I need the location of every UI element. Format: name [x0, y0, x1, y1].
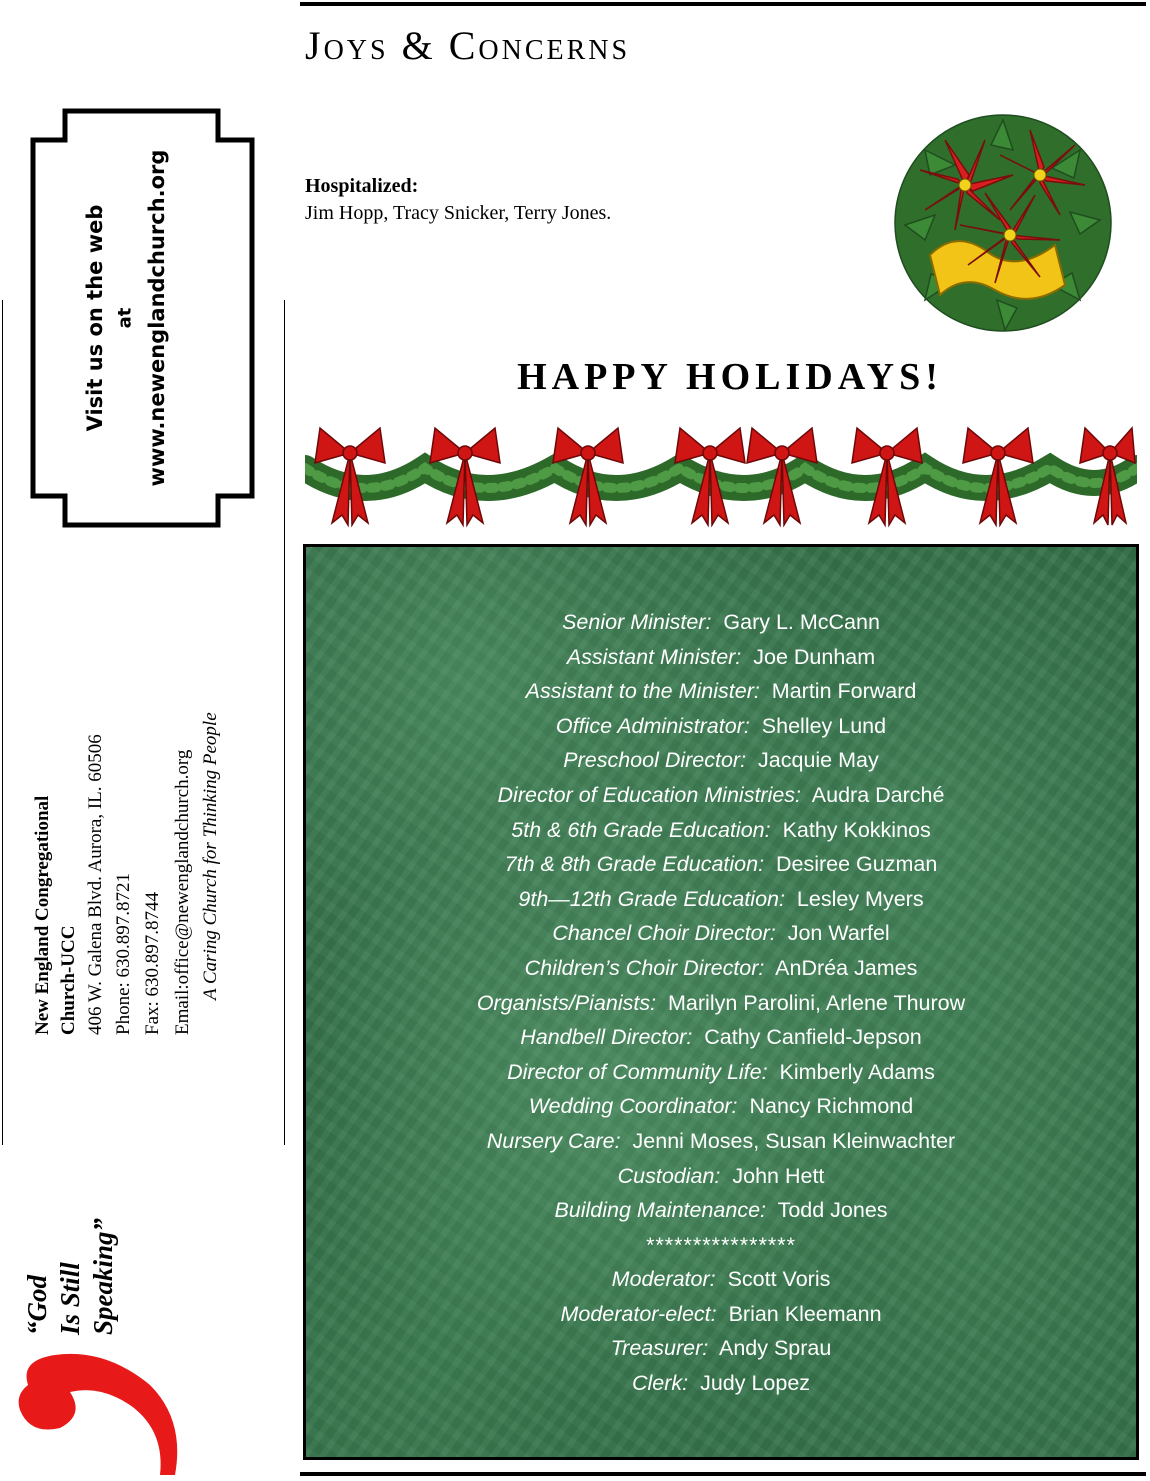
staff-role: Children’s Choir Director: — [524, 955, 765, 980]
church-tagline: A Caring Church for Thinking People — [200, 712, 221, 1000]
staff-directory-panel — [303, 544, 1139, 1460]
church-phone: Phone: 630.897.8721 — [113, 872, 134, 1035]
separator-line: **************** — [646, 1232, 796, 1257]
staff-line — [306, 640, 1136, 675]
staff-role: Nursery Care: — [486, 1128, 621, 1153]
staff-line — [306, 1124, 1136, 1159]
staff-line — [306, 674, 1136, 709]
staff-name: Joe Dunham — [753, 644, 876, 669]
staff-role: Building Maintenance: — [554, 1198, 767, 1223]
officer-role: Moderator: — [611, 1267, 716, 1292]
staff-name: Shelley Lund — [761, 713, 887, 738]
website-at-text: at — [114, 307, 136, 329]
website-frame — [30, 108, 256, 528]
staff-role: Director of Education Ministries: — [497, 782, 802, 807]
staff-name: Gary L. McCann — [723, 610, 880, 634]
staff-line — [306, 1089, 1136, 1124]
staff-name: AnDréa James — [775, 955, 918, 980]
website-url-link[interactable]: www.newenglandchurch.org — [145, 149, 169, 487]
staff-name: Martin Forward — [771, 679, 917, 704]
church-name: New England Congregational — [32, 795, 53, 1035]
staff-line — [306, 916, 1136, 951]
website-invite-text: Visit us on the web — [83, 204, 107, 432]
staff-role: Preschool Director: — [563, 748, 747, 773]
officer-role: Treasurer: — [610, 1336, 709, 1361]
staff-role: Senior Minister: — [562, 610, 712, 634]
bottom-rule — [300, 1472, 1146, 1476]
officer-name: Andy Sprau — [718, 1336, 832, 1361]
staff-role: Handbell Director: — [520, 1025, 693, 1050]
church-fax: Fax: 630.897.8744 — [142, 891, 163, 1035]
staff-role: Assistant Minister: — [566, 644, 742, 669]
hospitalized-names: Jim Hopp, Tracy Snicker, Terry Jones. — [305, 202, 612, 224]
church-address: 406 W. Galena Blvd. Aurora, IL. 60506 — [85, 734, 106, 1035]
officer-role: Clerk: — [631, 1371, 689, 1396]
staff-role: Office Administrator: — [555, 713, 750, 738]
staff-name: Audra Darché — [811, 782, 945, 807]
staff-name: Nancy Richmond — [749, 1094, 914, 1119]
staff-line — [306, 847, 1136, 882]
staff-line — [306, 813, 1136, 848]
staff-name: Marilyn Parolini, Arlene Thurow — [668, 990, 966, 1015]
staff-role: 9th—12th Grade Education: — [518, 886, 785, 911]
comma-logo-icon — [10, 1340, 185, 1475]
staff-list — [306, 605, 1136, 1401]
officer-line — [306, 1262, 1136, 1297]
slogan-line: Is Still — [55, 1262, 85, 1335]
staff-line — [306, 605, 1136, 640]
slogan-line: “God — [22, 1275, 52, 1335]
staff-line — [306, 778, 1136, 813]
staff-name: Kimberly Adams — [779, 1059, 935, 1084]
staff-role: 7th & 8th Grade Education: — [504, 852, 765, 877]
staff-role: Organists/Pianists: — [476, 990, 657, 1015]
staff-name: Cathy Canfield-Jepson — [704, 1025, 922, 1050]
staff-name: John Hett — [732, 1163, 825, 1188]
staff-line — [306, 1159, 1136, 1194]
holiday-greeting: HAPPY HOLIDAYS! — [517, 356, 943, 398]
garland-image — [305, 418, 1137, 540]
officer-name: Judy Lopez — [700, 1371, 811, 1396]
staff-name: Kathy Kokkinos — [782, 817, 931, 842]
page-title: Joys & Concerns — [305, 23, 631, 68]
staff-role: Director of Community Life: — [507, 1059, 768, 1084]
staff-line — [306, 986, 1136, 1021]
officer-name: Scott Voris — [727, 1267, 831, 1292]
right-divider — [284, 300, 285, 1145]
church-email-link[interactable]: Email:office@newenglandchurch.org — [172, 749, 193, 1035]
staff-line — [306, 1055, 1136, 1090]
staff-line — [306, 743, 1136, 778]
left-divider — [2, 300, 3, 1145]
staff-line — [306, 1020, 1136, 1055]
top-rule — [300, 2, 1146, 6]
staff-line — [306, 709, 1136, 744]
officer-line — [306, 1366, 1136, 1401]
staff-line — [306, 882, 1136, 917]
staff-name: Todd Jones — [777, 1198, 888, 1223]
staff-name: Jacquie May — [758, 748, 879, 773]
staff-role: Custodian: — [617, 1163, 721, 1188]
staff-line — [306, 1193, 1136, 1228]
staff-name: Lesley Myers — [796, 886, 924, 911]
staff-name: Jon Warfel — [787, 921, 890, 946]
staff-line — [306, 951, 1136, 986]
staff-role: Chancel Choir Director: — [552, 921, 776, 946]
staff-name: Desiree Guzman — [776, 852, 938, 877]
slogan-line: Speaking” — [88, 1217, 118, 1335]
staff-role: Assistant to the Minister: — [525, 679, 760, 704]
staff-name: Jenni Moses, Susan Kleinwachter — [632, 1128, 956, 1153]
hospitalized-label: Hospitalized: — [305, 175, 419, 197]
officer-line — [306, 1331, 1136, 1366]
staff-role: 5th & 6th Grade Education: — [511, 817, 771, 842]
church-name-line2: Church-UCC — [58, 925, 79, 1035]
officer-role: Moderator-elect: — [560, 1301, 717, 1326]
officer-name: Brian Kleemann — [728, 1301, 882, 1326]
staff-role: Wedding Coordinator: — [528, 1094, 738, 1119]
poinsettia-image — [885, 105, 1120, 340]
officer-line — [306, 1297, 1136, 1332]
